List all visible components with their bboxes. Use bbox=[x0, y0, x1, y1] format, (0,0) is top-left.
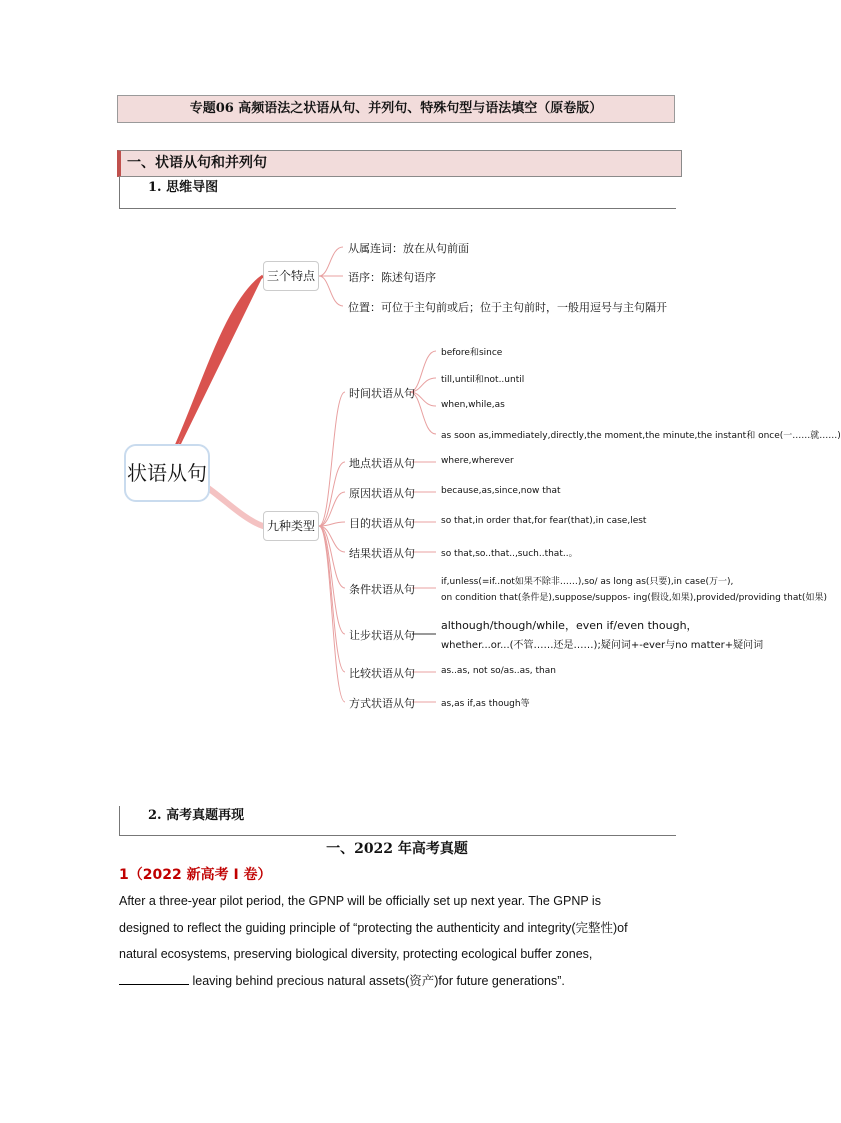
mindmap-branch-features: 三个特点 bbox=[263, 261, 319, 291]
type-name: 方式状语从句 bbox=[349, 697, 415, 710]
passage-line: designed to reflect the guiding principle of “protecting the authenticity and integrity(完整性)of bbox=[119, 920, 628, 935]
type-desc: so that,in order that,for fear(that),in case,lest bbox=[441, 516, 647, 526]
answer-blank[interactable] bbox=[119, 972, 189, 985]
doc-title: 专题06 高频语法之状语从句、并列句、特殊句型与语法填空（原卷版） bbox=[117, 95, 675, 123]
question-passage bbox=[119, 888, 679, 994]
type-desc: whether...or...(不管……还是……);疑问词+-ever与no matter+疑问词 bbox=[441, 640, 764, 651]
branch-red bbox=[178, 278, 262, 446]
type-name: 比较状语从句 bbox=[349, 667, 415, 680]
type-desc: because,as,since,now that bbox=[441, 486, 561, 496]
mindmap-branch-types: 九种类型 bbox=[263, 511, 319, 541]
mindmap-center-node: 状语从句 bbox=[124, 444, 210, 502]
type-desc: as..as, not so/as..as, than bbox=[441, 666, 556, 676]
passage-line: natural ecosystems, preserving biological diversity, protecting ecological buffer zones, bbox=[119, 947, 593, 961]
type-desc: on condition that(条件是),suppose/suppos- ing(假设,如果),provided/providing that(如果) bbox=[441, 593, 827, 603]
feature-item: 位置：可位于主句前或后；位于主句前时，一般用逗号与主句隔开 bbox=[348, 301, 667, 314]
type-name: 条件状语从句 bbox=[349, 583, 415, 596]
type-name: 地点状语从句 bbox=[349, 457, 415, 470]
type-name: 时间状语从句 bbox=[349, 387, 415, 400]
type-name: 目的状语从句 bbox=[349, 517, 415, 530]
question-number: 1（2022 新高考 I 卷） bbox=[119, 867, 272, 883]
type-name: 结果状语从句 bbox=[349, 547, 415, 560]
passage-line: leaving behind precious natural assets(资产)for future generations”. bbox=[189, 973, 565, 988]
passage-line: After a three-year pilot period, the GPNP will be officially set up next year. The GPNP is bbox=[119, 894, 601, 908]
feature-item: 语序：陈述句语序 bbox=[348, 271, 436, 284]
time-sub: till,until和not..until bbox=[441, 375, 525, 385]
time-sub: as soon as,immediately,directly,the moment,the minute,the instant和 once(一……就……) bbox=[441, 431, 841, 441]
type-desc: although/though/while，even if/even though， bbox=[441, 619, 698, 632]
branch-pink bbox=[208, 488, 263, 526]
time-sub: before和since bbox=[441, 348, 503, 358]
type-desc: where,wherever bbox=[441, 456, 514, 466]
type-name: 原因状语从句 bbox=[349, 487, 415, 500]
year-heading: 一、2022 年高考真题 bbox=[326, 841, 468, 857]
subheading-mindmap: 1. 思维导图 bbox=[119, 177, 676, 209]
type-name: 让步状语从句 bbox=[349, 629, 415, 642]
subheading-exam: 2. 高考真题再现 bbox=[119, 806, 676, 836]
type-desc: as,as if,as though等 bbox=[441, 699, 530, 709]
type-desc: if,unless(=if..not如果不除非……),so/ as long as(只要),in case(万一), bbox=[441, 577, 734, 587]
time-sub: when,while,as bbox=[441, 400, 505, 410]
type-desc: so that,so..that..,such..that..。 bbox=[441, 549, 578, 559]
section-heading-1: 一、状语从句和并列句 bbox=[117, 150, 682, 177]
feature-item: 从属连词：放在从句前面 bbox=[348, 242, 469, 255]
